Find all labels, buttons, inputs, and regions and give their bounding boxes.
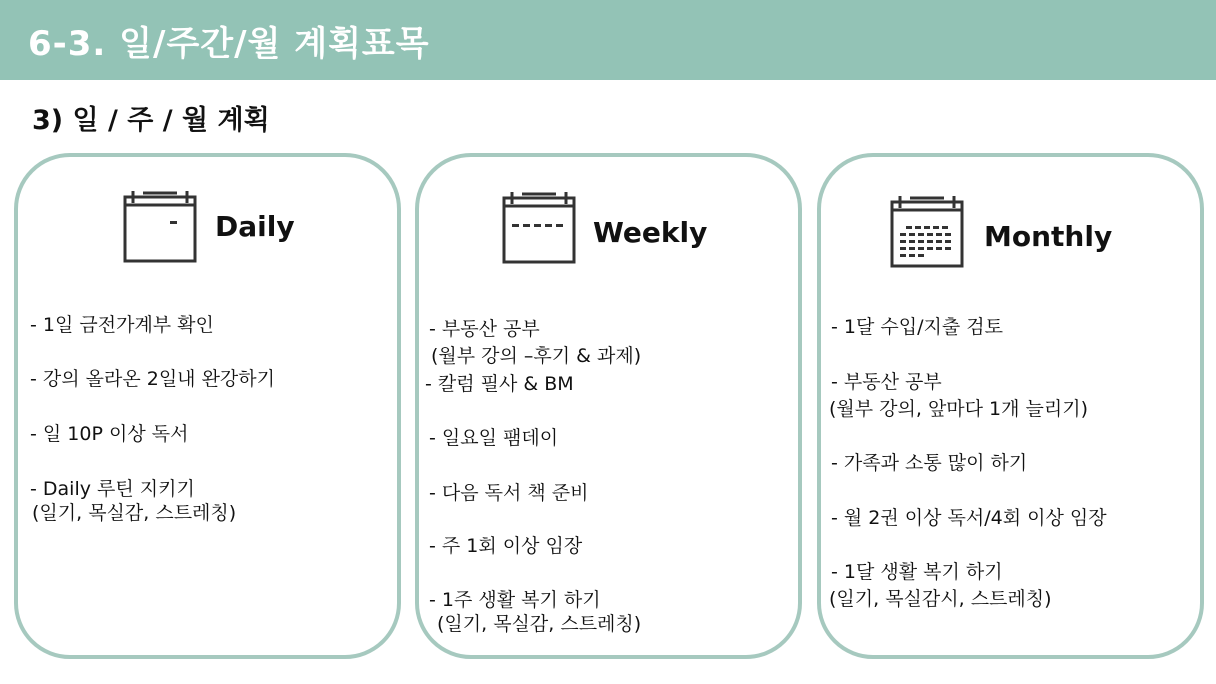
- calendar-month-icon: [886, 192, 964, 270]
- list-item: (일기, 목실감, 스트레칭): [437, 613, 642, 635]
- list-item: (월부 강의, 앞마다 1개 늘리기): [829, 398, 1089, 420]
- list-item: (일기, 목실감, 스트레칭): [32, 502, 237, 524]
- page-title: 6-3. 일/주간/월 계획표목: [28, 24, 430, 64]
- card-title-monthly: Monthly: [984, 220, 1113, 253]
- list-item: - 부동산 공부: [831, 371, 942, 393]
- header-bar: [0, 0, 1216, 80]
- list-item: - 다음 독서 책 준비: [429, 482, 589, 504]
- section-subtitle: 3) 일 / 주 / 월 계획: [32, 105, 270, 136]
- list-item: - 1주 생활 복기 하기: [429, 589, 601, 611]
- list-item: - 부동산 공부: [429, 318, 540, 340]
- list-item: - 1달 수입/지출 검토: [831, 316, 1003, 338]
- list-item: - Daily 루틴 지키기: [30, 478, 195, 500]
- daily-card: [14, 153, 401, 659]
- list-item: (일기, 목실감시, 스트레칭): [829, 588, 1052, 610]
- list-item: - 강의 올라온 2일내 완강하기: [30, 368, 275, 390]
- calendar-week-icon: [498, 188, 576, 266]
- list-item: - 일 10P 이상 독서: [30, 423, 189, 445]
- list-item: - 1일 금전가계부 확인: [30, 314, 214, 336]
- list-item: - 일요일 팸데이: [429, 427, 559, 449]
- list-item: - 주 1회 이상 임장: [429, 535, 583, 557]
- list-item: - 월 2권 이상 독서/4회 이상 임장: [831, 507, 1107, 529]
- card-title-daily: Daily: [215, 210, 295, 243]
- list-item: - 가족과 소통 많이 하기: [831, 452, 1028, 474]
- list-item: - 칼럼 필사 & BM: [425, 373, 574, 395]
- calendar-day-icon: [119, 187, 197, 265]
- weekly-card: [415, 153, 802, 659]
- monthly-card: [817, 153, 1204, 659]
- card-title-weekly: Weekly: [593, 216, 708, 249]
- list-item: - 1달 생활 복기 하기: [831, 561, 1003, 583]
- list-item: (월부 강의 –후기 & 과제): [431, 345, 642, 367]
